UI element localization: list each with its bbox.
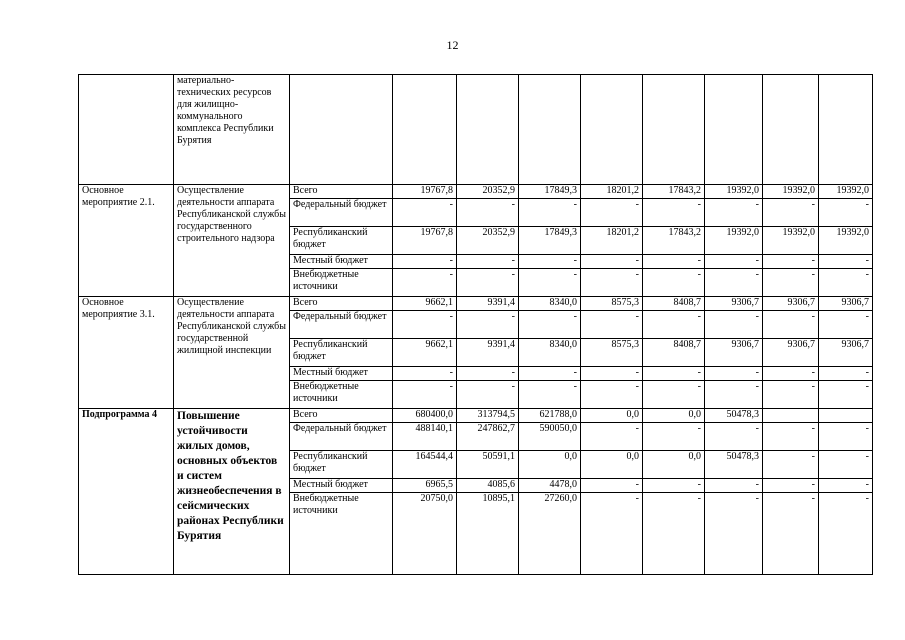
source-cell: Федеральный бюджет — [290, 423, 393, 451]
table-row — [79, 409, 873, 423]
code-cell: Подпрограмма 4 — [79, 409, 174, 575]
value-cell: - — [705, 493, 763, 575]
value-cell: - — [643, 269, 705, 297]
source-cell: Республиканский бюджет — [290, 339, 393, 367]
value-cell: - — [393, 269, 457, 297]
value-cell: 17843,2 — [643, 185, 705, 199]
empty-cell — [581, 75, 643, 185]
value-cell: - — [519, 255, 581, 269]
value-cell: - — [393, 199, 457, 227]
source-cell: Внебюджетные источники — [290, 493, 393, 575]
value-cell: 8575,3 — [581, 297, 643, 311]
value-cell: 9306,7 — [763, 297, 819, 311]
value-cell: 18201,2 — [581, 227, 643, 255]
value-cell: 27260,0 — [519, 493, 581, 575]
name-cell: Осуществление деятельности аппарата Республиканской службы государственной жилищной инспекции — [174, 297, 290, 409]
value-cell: 19392,0 — [705, 185, 763, 199]
value-cell: - — [581, 367, 643, 381]
value-cell: 17843,2 — [643, 227, 705, 255]
value-cell: - — [643, 367, 705, 381]
source-cell: Федеральный бюджет — [290, 311, 393, 339]
value-cell: - — [643, 381, 705, 409]
value-cell: - — [763, 493, 819, 575]
source-cell: Республиканский бюджет — [290, 451, 393, 479]
value-cell: - — [763, 269, 819, 297]
source-cell: Местный бюджет — [290, 479, 393, 493]
value-cell: 20352,9 — [457, 185, 519, 199]
value-cell: - — [705, 255, 763, 269]
table-body — [79, 75, 873, 575]
table-row — [79, 297, 873, 311]
empty-cell — [457, 75, 519, 185]
value-cell: 9662,1 — [393, 297, 457, 311]
value-cell: 19392,0 — [763, 185, 819, 199]
value-cell: - — [705, 311, 763, 339]
source-cell: Республиканский бюджет — [290, 227, 393, 255]
value-cell: 8575,3 — [581, 339, 643, 367]
name-cell: Повышение устойчивости жилых домов, основных объектов и систем жизнеобеспечения в сейсмических районах Республики Бурятия — [174, 409, 290, 575]
code-cell: Основное мероприятие 3.1. — [79, 297, 174, 409]
value-cell: - — [457, 269, 519, 297]
empty-cell — [819, 75, 873, 185]
value-cell: - — [819, 479, 873, 493]
value-cell: 313794,5 — [457, 409, 519, 423]
value-cell: - — [581, 255, 643, 269]
value-cell: 8340,0 — [519, 339, 581, 367]
value-cell: - — [705, 199, 763, 227]
value-cell: 8340,0 — [519, 297, 581, 311]
value-cell: 9391,4 — [457, 339, 519, 367]
value-cell: - — [643, 493, 705, 575]
value-cell: - — [763, 423, 819, 451]
value-cell: - — [763, 311, 819, 339]
value-cell: 50478,3 — [705, 451, 763, 479]
source-cell: Местный бюджет — [290, 367, 393, 381]
value-cell: - — [705, 423, 763, 451]
empty-cell — [519, 75, 581, 185]
value-cell: 19392,0 — [819, 185, 873, 199]
value-cell: 0,0 — [519, 451, 581, 479]
value-cell: - — [643, 199, 705, 227]
value-cell: 9306,7 — [705, 297, 763, 311]
page-number: 12 — [446, 38, 459, 52]
value-cell: - — [581, 479, 643, 493]
value-cell: - — [643, 255, 705, 269]
value-cell: - — [519, 311, 581, 339]
value-cell: - — [819, 451, 873, 479]
value-cell: 50591,1 — [457, 451, 519, 479]
value-cell: - — [819, 311, 873, 339]
empty-cell — [705, 75, 763, 185]
value-cell: 19392,0 — [819, 227, 873, 255]
value-cell: - — [819, 367, 873, 381]
value-cell: 4478,0 — [519, 479, 581, 493]
value-cell: - — [581, 423, 643, 451]
value-cell: - — [393, 367, 457, 381]
value-cell: 8408,7 — [643, 297, 705, 311]
name-cell: Осуществление деятельности аппарата Республиканской службы государственного строительного надзора — [174, 185, 290, 297]
value-cell: - — [519, 367, 581, 381]
value-cell: 4085,6 — [457, 479, 519, 493]
value-cell: - — [457, 381, 519, 409]
value-cell: 590050,0 — [519, 423, 581, 451]
value-cell: - — [705, 367, 763, 381]
value-cell: 0,0 — [581, 451, 643, 479]
name-cell: материально-технических ресурсов для жилищно-коммунального комплекса Республики Бурятия — [174, 75, 290, 185]
source-cell: Федеральный бюджет — [290, 199, 393, 227]
value-cell: - — [457, 367, 519, 381]
table-row — [79, 75, 873, 185]
value-cell: - — [763, 255, 819, 269]
value-cell: 9306,7 — [705, 339, 763, 367]
source-cell: Местный бюджет — [290, 255, 393, 269]
code-cell — [79, 75, 174, 185]
value-cell: - — [819, 493, 873, 575]
value-cell: - — [519, 269, 581, 297]
value-cell: - — [763, 381, 819, 409]
value-cell: - — [457, 255, 519, 269]
value-cell: - — [643, 423, 705, 451]
value-cell — [763, 409, 819, 423]
value-cell — [819, 409, 873, 423]
source-cell: Внебюджетные источники — [290, 269, 393, 297]
source-cell: Всего — [290, 297, 393, 311]
code-cell: Основное мероприятие 2.1. — [79, 185, 174, 297]
value-cell: - — [819, 255, 873, 269]
value-cell: 488140,1 — [393, 423, 457, 451]
value-cell: 9391,4 — [457, 297, 519, 311]
value-cell: 9306,7 — [763, 339, 819, 367]
value-cell: - — [393, 311, 457, 339]
value-cell: 19767,8 — [393, 185, 457, 199]
value-cell: 9306,7 — [819, 339, 873, 367]
value-cell: 20750,0 — [393, 493, 457, 575]
value-cell: - — [705, 381, 763, 409]
value-cell: - — [581, 311, 643, 339]
source-cell: Всего — [290, 185, 393, 199]
value-cell: - — [705, 269, 763, 297]
source-cell: Всего — [290, 409, 393, 423]
value-cell: - — [643, 311, 705, 339]
value-cell: 0,0 — [643, 409, 705, 423]
value-cell: - — [581, 269, 643, 297]
value-cell: 8408,7 — [643, 339, 705, 367]
value-cell: 20352,9 — [457, 227, 519, 255]
empty-cell — [393, 75, 457, 185]
value-cell: 9662,1 — [393, 339, 457, 367]
empty-cell — [763, 75, 819, 185]
budget-table — [78, 74, 873, 575]
value-cell: 164544,4 — [393, 451, 457, 479]
value-cell: - — [819, 381, 873, 409]
value-cell: - — [819, 423, 873, 451]
value-cell: - — [705, 479, 763, 493]
value-cell: - — [581, 381, 643, 409]
value-cell: - — [763, 479, 819, 493]
table-row — [79, 185, 873, 199]
value-cell: 10895,1 — [457, 493, 519, 575]
value-cell: 247862,7 — [457, 423, 519, 451]
value-cell: - — [393, 255, 457, 269]
value-cell: - — [763, 451, 819, 479]
value-cell: 19392,0 — [705, 227, 763, 255]
value-cell: 18201,2 — [581, 185, 643, 199]
empty-cell — [643, 75, 705, 185]
value-cell: 0,0 — [581, 409, 643, 423]
value-cell: - — [581, 199, 643, 227]
value-cell: - — [457, 199, 519, 227]
value-cell: 17849,3 — [519, 185, 581, 199]
value-cell: - — [763, 367, 819, 381]
value-cell: - — [643, 479, 705, 493]
source-cell: Внебюджетные источники — [290, 381, 393, 409]
value-cell: 17849,3 — [519, 227, 581, 255]
value-cell: - — [519, 199, 581, 227]
value-cell: - — [457, 311, 519, 339]
value-cell: 50478,3 — [705, 409, 763, 423]
value-cell: - — [581, 493, 643, 575]
value-cell: - — [763, 199, 819, 227]
value-cell: - — [519, 381, 581, 409]
value-cell: 621788,0 — [519, 409, 581, 423]
value-cell: 680400,0 — [393, 409, 457, 423]
value-cell: - — [819, 269, 873, 297]
value-cell: - — [819, 199, 873, 227]
value-cell: 9306,7 — [819, 297, 873, 311]
value-cell: 0,0 — [643, 451, 705, 479]
value-cell: 19767,8 — [393, 227, 457, 255]
value-cell: 6965,5 — [393, 479, 457, 493]
value-cell: 19392,0 — [763, 227, 819, 255]
value-cell: - — [393, 381, 457, 409]
empty-cell — [290, 75, 393, 185]
